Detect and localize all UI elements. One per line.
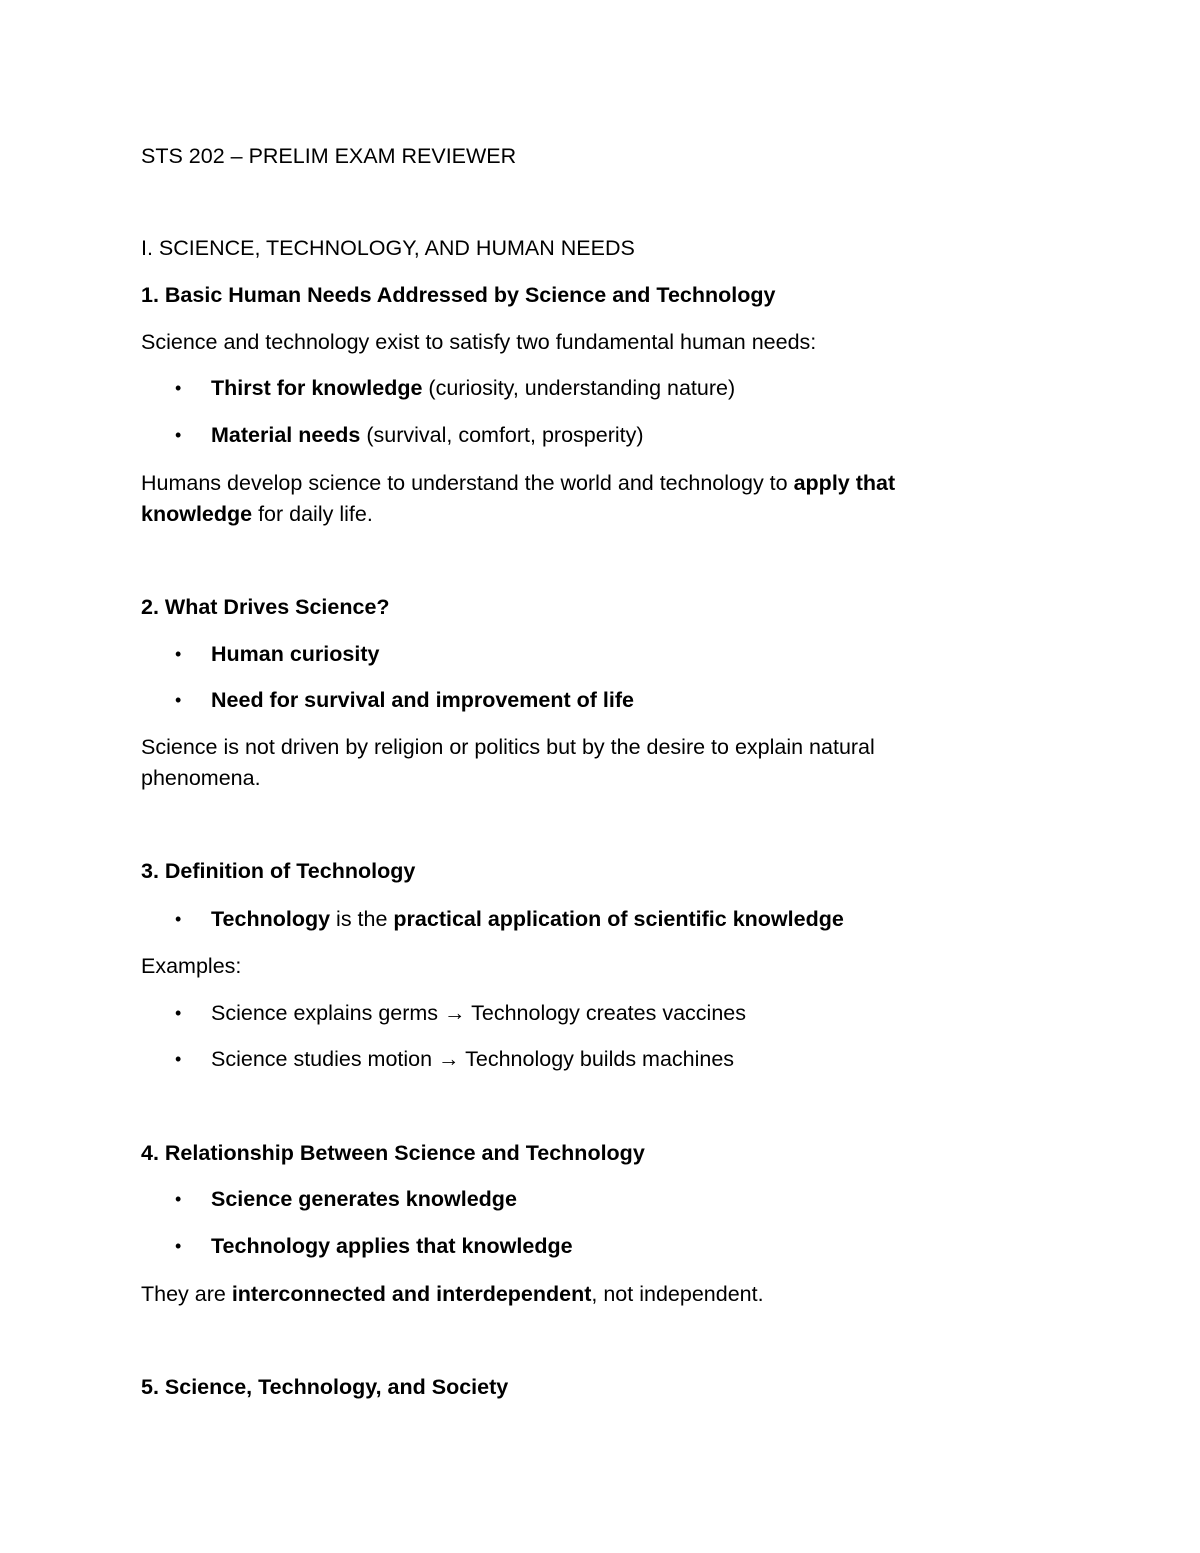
document-page: STS 202 – PRELIM EXAM REVIEWER I. SCIENCE, TECHNOLOGY, AND HUMAN NEEDS 1. Basic Human Needs Addressed by Science and Technology Science and technology exist to satisfy two fundamental human needs: • Thirst for knowledge (curiosity, understanding nature) • Material needs (survival, comfort, prosperity) Humans develop science to understand the world and technology to apply that knowledge for daily life. 2. What Drives Science? • Human curiosity • Need for survival and improvement of life Science is not driven by religion or politics but by the desire to explain natural phenomena. 3. Definition of Technology • Technology is the practical application of scientific knowledge Examples: • Science explains germs → Technology creates vaccines • Science studies motion → Technology builds machines 4. Relationship Between Science and Technology • Science generates knowledge • Technology applies that knowledge They are interconnected and interdependent, not independent. 5. Science, Technology, and Society xyxy=(0,0,1200,1553)
subsection-heading-5: 5. Science, Technology, and Society xyxy=(141,1375,509,1399)
section-heading: I. SCIENCE, TECHNOLOGY, AND HUMAN NEEDS xyxy=(141,236,635,260)
paragraph: phenomena. xyxy=(141,766,261,790)
paragraph: Science and technology exist to satisfy two fundamental human needs: xyxy=(141,330,817,354)
paragraph: knowledge for daily life. xyxy=(141,502,373,526)
subsection-heading-3: 3. Definition of Technology xyxy=(141,859,416,883)
subsection-heading-1: 1. Basic Human Needs Addressed by Science and Technology xyxy=(141,283,776,307)
document-title: STS 202 – PRELIM EXAM REVIEWER xyxy=(141,144,517,168)
subsection-heading-2: 2. What Drives Science? xyxy=(141,595,390,619)
bullet-icon: • xyxy=(175,909,182,929)
bullet-icon: • xyxy=(175,425,182,445)
bullet-icon: • xyxy=(175,690,182,710)
subsection-heading-4: 4. Relationship Between Science and Technology xyxy=(141,1141,645,1165)
paragraph: Science is not driven by religion or politics but by the desire to explain natural xyxy=(141,735,875,759)
bullet-icon: • xyxy=(175,1003,182,1023)
bullet-icon: • xyxy=(175,378,182,398)
bullet-icon: • xyxy=(175,1236,182,1256)
paragraph: Humans develop science to understand the world and technology to apply that xyxy=(141,471,896,495)
bullet-icon: • xyxy=(175,644,182,664)
bullet-icon: • xyxy=(175,1049,182,1069)
paragraph: They are interconnected and interdependent, not independent. xyxy=(141,1282,764,1306)
examples-label: Examples: xyxy=(141,954,242,978)
bullet-icon: • xyxy=(175,1189,182,1209)
